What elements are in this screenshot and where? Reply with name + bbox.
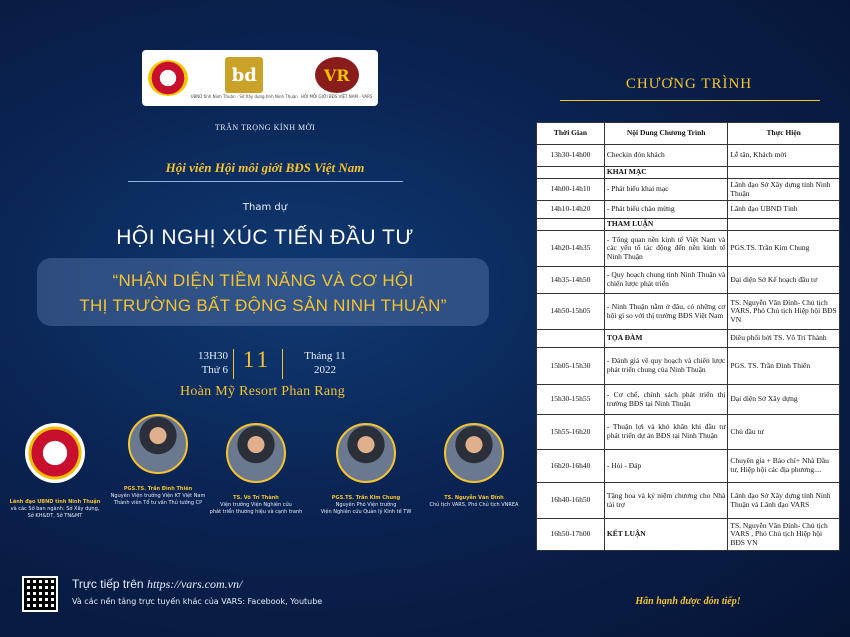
col-header-content: Nội Dung Chương Trình: [604, 123, 728, 145]
row-by: Chuyên gia + Báo chí+ Nhà Đầu tư, Hiệp hội các địa phương....: [728, 450, 840, 483]
month: Tháng 11: [304, 350, 346, 362]
date-divider: [233, 349, 234, 379]
row-content: Checkin đón khách: [604, 145, 728, 167]
table-row: [537, 201, 840, 219]
row-content: - Hỏi - Đáp: [604, 450, 728, 483]
vars-logo: [301, 57, 373, 99]
row-by: [728, 167, 840, 179]
logo-caption-left: UBND tỉnh Ninh Thuận · Sở Xây dựng tỉnh Ninh Thuận: [190, 94, 298, 99]
row-content: - Phát biểu chào mừng: [604, 201, 728, 219]
row-by: Chủ đầu tư: [728, 415, 840, 450]
row-by: Đại diện Sở Kế hoạch đầu tư: [728, 267, 840, 294]
live-stream-line: [72, 577, 242, 592]
section-row: [537, 219, 840, 231]
row-by: [728, 219, 840, 231]
table-row: [537, 179, 840, 201]
speaker-role: phát triển thương hiệu và cạnh tranh: [209, 509, 303, 515]
so-xay-dung-logo: [191, 57, 298, 99]
section-label: TỌA ĐÀM: [604, 330, 728, 348]
row-content: - Ninh Thuận nằm ở đâu, có những cơ hội gì so với thị trường BĐS Việt Nam: [604, 294, 728, 330]
time-weekday: [180, 349, 228, 377]
speaker-avatar: [226, 423, 286, 483]
row-time: 16h50-17h00: [537, 519, 605, 551]
row-time: [537, 330, 605, 348]
qr-code-icon[interactable]: [22, 576, 58, 612]
weekday: Thứ 6: [201, 364, 228, 376]
ninh-thuan-emblem-icon: [148, 60, 188, 96]
speaker-role: Viện Nghiên cứu Quản lý Kinh tế TW: [320, 509, 412, 515]
date-time-block: [180, 349, 360, 379]
speaker-role: Thành viên Tổ tư vấn Thủ tướng CP: [113, 500, 203, 506]
row-time: 14h20-14h35: [537, 231, 605, 267]
row-content: - Tổng quan nền kinh tế Việt Nam và các yếu tố tác động đến nền kinh tế Ninh Thuận: [604, 231, 728, 267]
venue: Hoàn Mỹ Resort Phan Rang: [179, 384, 346, 399]
speaker-role: và các Sở ban ngành: Sở Xây dựng,: [10, 506, 100, 512]
logo-strip: [142, 50, 378, 106]
month-year: [290, 349, 360, 377]
row-by: Lãnh đạo UBND Tỉnh: [728, 201, 840, 219]
section-label: KHAI MẠC: [604, 167, 728, 179]
table-row: [537, 519, 840, 551]
event-title: HỘI NGHỊ XÚC TIẾN ĐẦU TƯ: [116, 226, 414, 249]
speaker-avatar: [128, 414, 188, 474]
speaker-name: PGS.TS. Trần Đình Thiên: [123, 486, 193, 492]
row-time: 16h20-16h40: [537, 450, 605, 483]
speaker-role: Viện trưởng Viện Nghiên cứu: [220, 502, 292, 508]
row-time: 15h55-16h20: [537, 415, 605, 450]
live-prefix: Trực tiếp trên: [72, 577, 147, 591]
table-row: [537, 415, 840, 450]
row-time: 14h50-15h05: [537, 294, 605, 330]
logo-caption-right: HỘI MÔI GIỚI BĐS VIỆT NAM - VARS: [300, 94, 373, 99]
speaker-card: [424, 423, 524, 509]
row-content: KẾT LUẬN: [604, 519, 728, 551]
other-platforms: Và các nền tảng trực tuyến khác của VARS: Facebook, Youtube: [72, 597, 323, 606]
row-content: - Quy hoạch chung tỉnh Ninh Thuận và chiến lược phát triển: [604, 267, 728, 294]
program-title-underline: [560, 100, 820, 101]
table-row: [537, 385, 840, 415]
row-time: 13h30-14h00: [537, 145, 605, 167]
ninh-thuan-emblem-icon: [25, 423, 85, 483]
vars-logo-icon: VR: [315, 57, 359, 93]
row-time: 14h00-14h10: [537, 179, 605, 201]
table-row: [537, 145, 840, 167]
day-number: 11: [242, 347, 272, 372]
attend-label: Tham dự: [242, 202, 288, 213]
table-header-row: [537, 123, 840, 145]
row-by: TS. Nguyễn Văn Đính- Chủ tịch VARS, Phó Chủ tịch Hiệp hội BĐS VN: [728, 294, 840, 330]
row-time: 14h35-14h50: [537, 267, 605, 294]
date-divider: [282, 349, 283, 379]
section-row: [537, 330, 840, 348]
row-by: Lãnh đạo Sở Xây dựng tỉnh Ninh Thuận và Lãnh đạo VARS: [728, 483, 840, 519]
row-time: 16h40-16h50: [537, 483, 605, 519]
speaker-name: PGS.TS. Trần Kim Chung: [331, 495, 401, 501]
greeting: TRÂN TRỌNG KÍNH MỜI: [214, 123, 316, 132]
speaker-name: Lãnh đạo UBND tỉnh Ninh Thuận: [9, 499, 101, 505]
col-header-time: Thời Gian: [537, 123, 605, 145]
table-row: [537, 231, 840, 267]
row-content: - Thuận lợi và khó khăn khi đầu tư phát triển dự án BĐS tại Ninh Thuận: [604, 415, 728, 450]
row-time: 15h05-15h30: [537, 348, 605, 385]
row-content: - Đánh giá về quy hoạch và chiến lược phát triển chung của Ninh Thuận: [604, 348, 728, 385]
row-by: Lễ tân, Khách mời: [728, 145, 840, 167]
section-label: THAM LUẬN: [604, 219, 728, 231]
row-content: - Cơ chế, chính sách phát triển thị trường BĐS tại Ninh Thuận: [604, 385, 728, 415]
speaker-avatar: [336, 423, 396, 483]
row-by: Đại diện Sở Xây dựng: [728, 385, 840, 415]
speaker-card: [206, 423, 306, 516]
table-row: [537, 267, 840, 294]
program-table: [536, 122, 840, 551]
year: 2022: [314, 364, 336, 376]
slogan-line-2: THỊ TRƯỜNG BẤT ĐỘNG SẢN NINH THUẬN”: [79, 296, 447, 315]
bd-logo-icon: bd: [225, 57, 263, 93]
row-time: [537, 167, 605, 179]
table-row: [537, 450, 840, 483]
row-content: Tặng hoa và kỷ niệm chương cho Nhà tài trợ: [604, 483, 728, 519]
speaker-role: Chủ tịch VARS, Phó Chủ tịch VNREA: [429, 502, 519, 508]
row-content: - Phát biểu khai mạc: [604, 179, 728, 201]
table-row: [537, 483, 840, 519]
row-by: Lãnh đạo Sở Xây dựng tỉnh Ninh Thuận: [728, 179, 840, 201]
speaker-card: [316, 423, 416, 516]
recipient: Hội viên Hội môi giới BĐS Việt Nam: [165, 160, 365, 175]
start-time: 13H30: [198, 350, 228, 362]
row-time: 15h30-15h55: [537, 385, 605, 415]
speaker-role: Nguyên Viện trưởng Viện KT Việt Nam: [110, 493, 206, 499]
live-url-link[interactable]: https://vars.com.vn/: [146, 577, 243, 591]
program-title: CHƯƠNG TRÌNH: [625, 76, 753, 92]
speaker-name: TS. Võ Trí Thành: [233, 495, 279, 501]
speaker-card: [5, 423, 105, 520]
recipient-underline: [128, 181, 403, 182]
speaker-role: Sở KH&ĐT, Sở TN&MT: [27, 513, 83, 519]
col-header-by: Thực Hiện: [728, 123, 840, 145]
row-time: [537, 219, 605, 231]
speaker-role: Nguyên Phó Viện trưởng: [335, 502, 397, 508]
speaker-name: TS. Nguyễn Văn Đính: [444, 495, 504, 501]
speaker-card: [108, 414, 208, 507]
row-by: PGS. TS. Trần Đình Thiên: [728, 348, 840, 385]
row-by: PGS.TS. Trần Kim Chung: [728, 231, 840, 267]
speaker-avatar: [444, 423, 504, 483]
ninh-thuan-logo: [148, 60, 188, 96]
slogan-line-1: “NHẬN DIỆN TIỀM NĂNG VÀ CƠ HỘI: [112, 271, 414, 290]
table-row: [537, 348, 840, 385]
thanks-message: Hân hạnh được đón tiếp!: [635, 596, 741, 607]
row-by: Điều phối bởi TS. Võ Trí Thành: [728, 330, 840, 348]
table-row: [537, 294, 840, 330]
section-row: [537, 167, 840, 179]
row-by: TS. Nguyễn Văn Đính- Chủ tịch VARS , Phó Chủ tịch Hiệp hội BĐS VN: [728, 519, 840, 551]
row-time: 14h10-14h20: [537, 201, 605, 219]
